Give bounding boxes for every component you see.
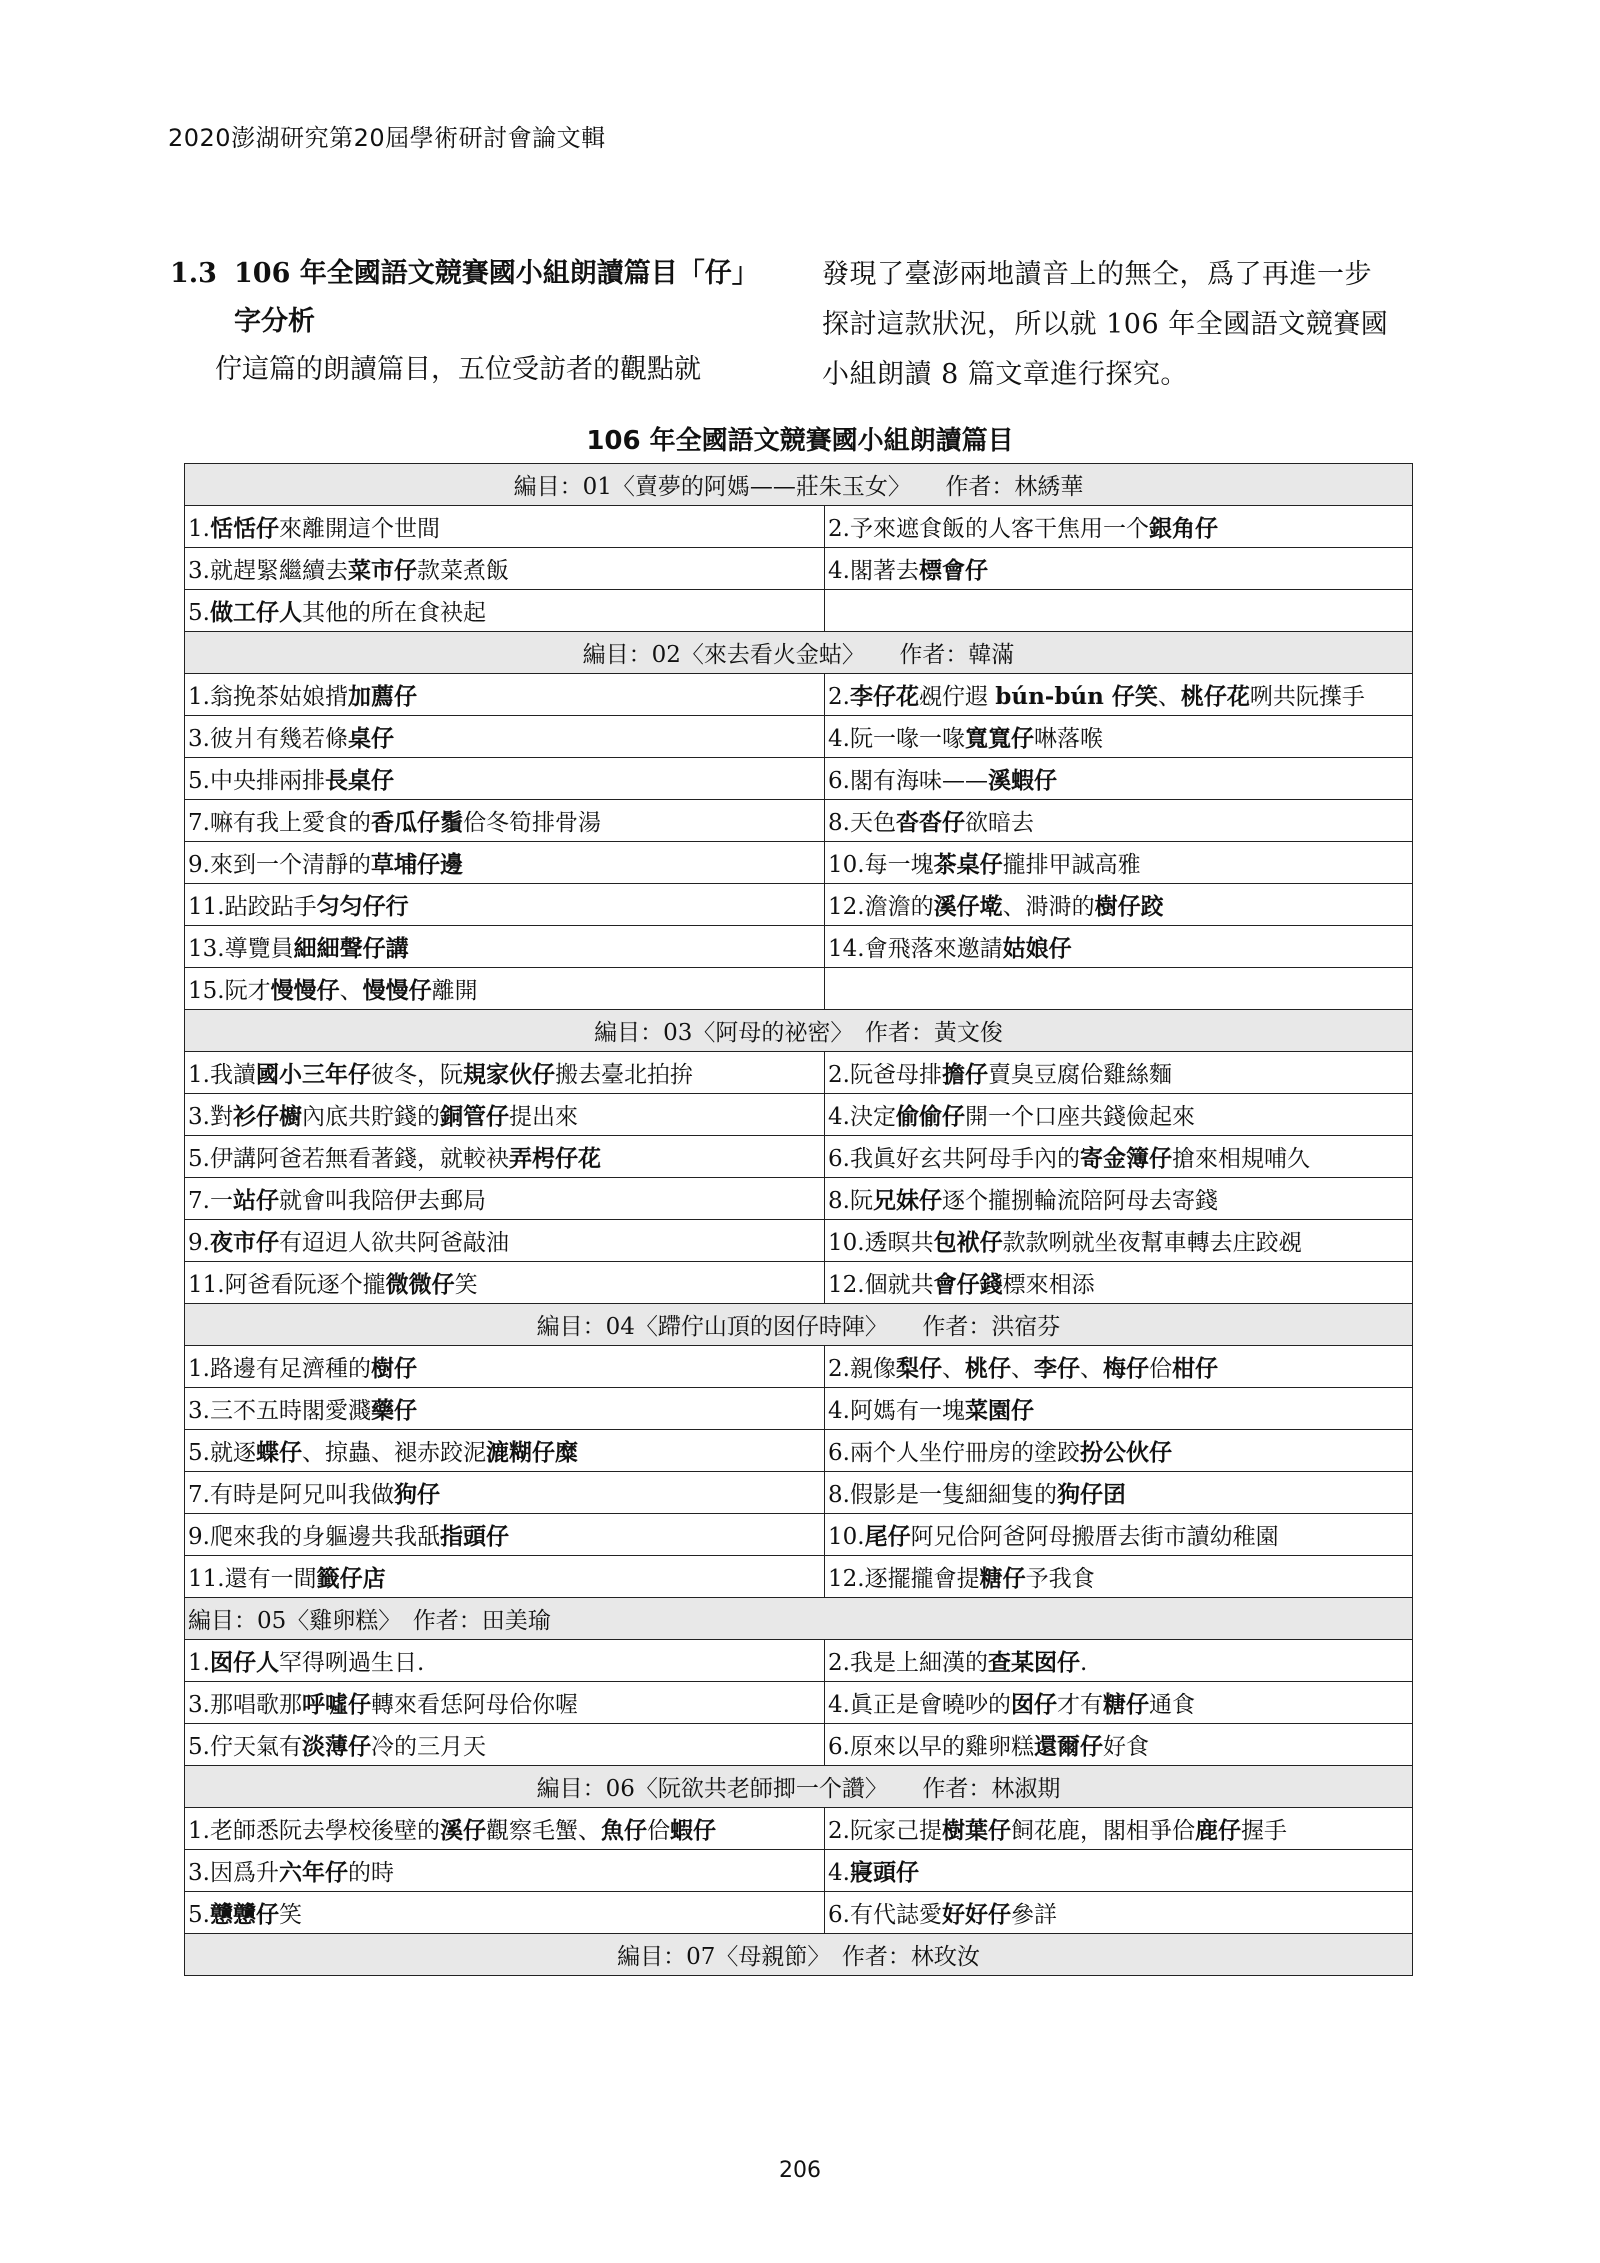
table-row [185,674,1413,716]
table-cell [825,1892,1413,1934]
text-segment: 通食 [1148,1692,1195,1718]
table-row [185,1388,1413,1430]
text-segment: 3.就趕緊繼續去 [188,558,348,584]
keyword: 淡薄仔 [301,1733,371,1760]
keyword: 囡仔人 [209,1649,279,1676]
keyword: 兄妹仔 [872,1187,942,1214]
table-row [185,506,1413,548]
text-segment: 7.有時是阿兄叫我做 [188,1482,394,1508]
table-row [185,1346,1413,1388]
table-cell [825,590,1413,632]
keyword: 銀角仔 [1148,515,1218,542]
text-segment: 開一个口座共錢儉起來 [964,1104,1195,1130]
keyword: 寢頭仔 [849,1859,919,1886]
text-segment: 其他的所在食袂起 [301,600,486,626]
text-segment: 笑 [278,1902,302,1928]
text-segment: 11.跕跤跕手 [188,894,317,920]
text-segment: 彼冬，阮 [370,1062,463,1088]
keyword: 夜市仔 [209,1229,279,1256]
table-cell [185,1346,825,1388]
keyword: 菜園仔 [964,1397,1034,1424]
table-cell [185,1724,825,1766]
table-cell [825,1220,1413,1262]
table-cell [185,1808,825,1850]
text-segment: 啉落喉 [1033,726,1103,752]
table-row [185,758,1413,800]
text-segment: 、 [1157,684,1181,710]
body-text-line: 小組朗讀 8 篇文章進行探究。 [822,359,1188,390]
table-cell [825,1556,1413,1598]
keyword: 標會仔 [918,557,988,584]
text-segment: 參詳 [1010,1902,1057,1928]
table-cell [185,1472,825,1514]
text-segment: 有迢迌人欲共阿爸敲油 [278,1230,509,1256]
table-group-header [185,1010,1413,1052]
text-segment: 2.阮家己提 [828,1818,942,1844]
table-group-header [185,1766,1413,1808]
keyword: 包袱仔 [933,1229,1003,1256]
table-cell [185,1514,825,1556]
text-segment: 1.路邊有足濟種的 [188,1356,371,1382]
table-cell [185,1136,825,1178]
group-title: 編目：05〈雞卵糕〉 作者：田美瑜 [185,1598,1413,1640]
keyword: 漉糊仔糜 [485,1439,578,1466]
text-segment: 12.澹澹的 [828,894,934,920]
text-segment: 4. [828,1860,850,1886]
text-segment: 10. [828,1524,865,1550]
text-segment: 予我食 [1025,1566,1095,1592]
section-title-line1: 106 年全國語文競賽國小組朗讀篇目「仔」 [234,258,759,289]
text-segment: 1. [188,516,210,542]
keyword: bún-bún 仔笑 [995,683,1158,710]
reading-list-table [184,463,1413,1976]
table-cell [825,1724,1413,1766]
table-row [185,1178,1413,1220]
keyword: 規家伙仔 [462,1061,555,1088]
table-row [185,1052,1413,1094]
keyword: 溪仔墘 [933,893,1003,920]
table-cell [825,716,1413,758]
keyword: 溪仔 [439,1817,486,1844]
keyword: 狗仔囝 [1056,1481,1126,1508]
text-segment: 3.那唱歌那 [188,1692,302,1718]
keyword: 囡仔 [1010,1691,1057,1718]
keyword: 偷偷仔 [895,1103,965,1130]
keyword: 國小三年仔 [255,1061,371,1088]
text-segment: 5.伊講阿爸若無看著錢，就較袂 [188,1146,509,1172]
table-group-header [185,464,1413,506]
text-segment: . [1079,1650,1088,1676]
keyword: 狗仔 [393,1481,440,1508]
keyword: 微微仔 [385,1271,455,1298]
keyword: 慢慢仔 [270,977,340,1004]
text-segment: 笑 [454,1272,478,1298]
keyword: 蝶仔 [255,1439,302,1466]
running-header: 2020澎湖研究第20屆學術研討會論文輯 [168,124,606,152]
table-cell [825,1094,1413,1136]
text-segment: 2.我是上細漢的 [828,1650,988,1676]
table-cell [825,1850,1413,1892]
keyword: 鹿仔 [1194,1817,1241,1844]
text-segment: 、 [339,978,363,1004]
text-segment: 欲暗去 [964,810,1034,836]
keyword: 溪蝦仔 [987,767,1057,794]
left-column [170,250,780,394]
table-cell [825,1472,1413,1514]
table-row [185,800,1413,842]
text-segment: 離開 [431,978,478,1004]
table-cell [185,506,825,548]
text-segment: 飼花鹿，閣相爭佮 [1010,1818,1195,1844]
table-row [185,1262,1413,1304]
text-segment: 1.我讀 [188,1062,256,1088]
table-cell [185,1262,825,1304]
keyword: 桌仔 [347,725,394,752]
table-cell [185,1640,825,1682]
keyword: 慢慢仔 [362,977,432,1004]
keyword: 寬寬仔 [964,725,1034,752]
keyword: 藥仔 [370,1397,417,1424]
text-segment: 4.決定 [828,1104,896,1130]
table-row [185,968,1413,1010]
text-segment: 10.透暝共 [828,1230,934,1256]
text-segment: 3.彼爿有幾若條 [188,726,348,752]
text-segment: 8.阮 [828,1188,873,1214]
text-segment: 2.親像 [828,1356,896,1382]
text-segment: 12.個就共 [828,1272,934,1298]
keyword: 桃仔花 [1180,683,1250,710]
text-segment: 阿兄佮阿爸阿母搬厝去街市讀幼稚園 [910,1524,1279,1550]
keyword: 樹仔 [370,1355,417,1382]
keyword: 呼噓仔 [301,1691,371,1718]
keyword: 糖仔 [1102,1691,1149,1718]
table-row [185,1220,1413,1262]
table-row [185,926,1413,968]
keyword: 寄金簿仔 [1079,1145,1172,1172]
keyword: 加薦仔 [347,683,417,710]
text-segment: 2.予來遮食飯的人客干焦用一个 [828,516,1149,542]
table-cell [185,1682,825,1724]
text-segment: 5. [188,600,210,626]
text-segment: 、 [1079,1356,1103,1382]
keyword: 香瓜仔鬚 [370,809,463,836]
keyword: 擔仔 [941,1061,988,1088]
text-segment: 來離開這个世間 [278,516,440,542]
table-row [185,1640,1413,1682]
text-segment: 、溡溡的 [1002,894,1095,920]
table-cell [825,1640,1413,1682]
keyword: 糖仔 [979,1565,1026,1592]
text-segment: 4.眞正是會曉吵的 [828,1692,1011,1718]
text-segment: 7.一 [188,1188,233,1214]
keyword: 李仔 [1033,1355,1080,1382]
group-title: 編目：06〈阮欲共老師揤一个讚〉 作者：林淑期 [185,1766,1413,1808]
text-segment: 15.阮才 [188,978,271,1004]
table-cell [825,758,1413,800]
table-cell [185,716,825,758]
table-cell [185,590,825,632]
text-segment: 佮 [1148,1356,1172,1382]
table-cell [185,674,825,716]
table-cell [185,1850,825,1892]
text-segment: 4.阿媽有一塊 [828,1398,965,1424]
text-segment: 4.閣著去 [828,558,919,584]
table-row [185,1472,1413,1514]
body-text-line: 發現了臺澎兩地讀音上的無仝，爲了再進一步 [822,259,1372,290]
keyword: 會仔錢 [933,1271,1003,1298]
table-row [185,716,1413,758]
table-cell [825,1808,1413,1850]
section-title-line2: 字分析 [234,306,315,337]
group-title: 編目：03〈阿母的祕密〉 作者：黃文俊 [185,1010,1413,1052]
keyword: 站仔 [232,1187,279,1214]
text-segment: 覕佇遐 [918,684,996,710]
text-segment: 9. [188,1230,210,1256]
keyword: 六年仔 [278,1859,348,1886]
text-segment: 握手 [1240,1818,1287,1844]
text-segment: 賣臭豆腐佮雞絲麵 [987,1062,1172,1088]
body-text-line: 探討這款狀況，所以就 106 年全國語文競賽國 [822,309,1389,340]
keyword: 沓沓仔 [895,809,965,836]
text-segment: 提出來 [508,1104,578,1130]
text-segment: 9.來到一个清靜的 [188,852,371,878]
text-segment: 、 [1010,1356,1034,1382]
text-segment: 6.有代誌愛 [828,1902,942,1928]
table-cell [825,1430,1413,1472]
table-cell [185,968,825,1010]
text-segment: 咧共阮擛手 [1249,684,1365,710]
keyword: 姑娘仔 [1002,935,1072,962]
table-row [185,1094,1413,1136]
table-cell [825,548,1413,590]
keyword: 蝦仔 [669,1817,716,1844]
table-cell [825,1346,1413,1388]
text-segment: 搬去臺北拍拚 [554,1062,693,1088]
keyword: 柑仔 [1171,1355,1218,1382]
table-cell [825,1388,1413,1430]
text-segment: 1. [188,1650,210,1676]
table-row [185,1136,1413,1178]
text-segment: 1.翁挽茶姑娘揹 [188,684,348,710]
keyword: 衫仔櫥 [232,1103,302,1130]
text-segment: 、掠蟲、褪赤跤泥 [301,1440,486,1466]
text-segment: 6.閣有海味—— [828,768,988,794]
keyword: 桃仔 [964,1355,1011,1382]
table-cell [825,1052,1413,1094]
text-segment: 轉來看恁阿母佮你喔 [370,1692,578,1718]
keyword: 梨仔 [895,1355,942,1382]
table-cell [185,1892,825,1934]
table-caption: 106 年全國語文競賽國小組朗讀篇目 [586,426,1014,456]
right-column [822,250,1432,400]
text-segment: 1.老師悉阮去學校後壁的 [188,1818,440,1844]
table-cell [825,1682,1413,1724]
keyword: 魚仔 [600,1817,647,1844]
text-segment: 冷的三月天 [370,1734,486,1760]
table-cell [185,1178,825,1220]
page-number: 206 [779,2158,821,2183]
text-segment: 12.逐擺攏會提 [828,1566,980,1592]
text-segment: 4.阮一喙一喙 [828,726,965,752]
text-segment: 8.假影是一隻細細隻的 [828,1482,1057,1508]
text-segment: 11.阿爸看阮逐个攏 [188,1272,386,1298]
keyword: 扮公伙仔 [1079,1439,1172,1466]
text-segment: 6.兩个人坐佇冊房的塗跤 [828,1440,1080,1466]
keyword: 銅管仔 [439,1103,509,1130]
section-number: 1.3 [170,258,217,289]
table-cell [185,1388,825,1430]
table-cell [825,884,1413,926]
keyword: 細細聲仔講 [293,935,409,962]
text-segment: 標來相添 [1002,1272,1095,1298]
keyword: 弄枵仔花 [508,1145,601,1172]
table-row [185,1850,1413,1892]
table-cell [825,926,1413,968]
table-cell [825,674,1413,716]
table-body [185,464,1413,1976]
group-title: 編目：01〈賣夢的阿媽——莊朱玉女〉 作者：林綉華 [185,464,1413,506]
table-row [185,1724,1413,1766]
keyword: 指頭仔 [439,1523,509,1550]
keyword: 做工仔人 [209,599,302,626]
text-segment: 逐个攏捌輪流陪阿母去寄錢 [941,1188,1218,1214]
text-segment: 搶來相規哺久 [1171,1146,1310,1172]
keyword: 查某囡仔 [987,1649,1080,1676]
text-segment: 8.天色 [828,810,896,836]
body-text-line: 佇這篇的朗讀篇目，五位受訪者的觀點就 [215,354,701,385]
text-segment: 3.三不五時閣愛濺 [188,1398,371,1424]
table-cell [825,1178,1413,1220]
table-row [185,590,1413,632]
keyword: 李仔花 [849,683,919,710]
text-segment: 款菜煮飯 [416,558,509,584]
text-segment: 佮冬筍排骨湯 [462,810,601,836]
text-segment: 攏排甲誠高雅 [1002,852,1141,878]
table-cell [185,1052,825,1094]
keyword: 籤仔店 [316,1565,386,1592]
table-cell [185,1430,825,1472]
table-row [185,1556,1413,1598]
table-cell [185,1220,825,1262]
text-segment: 11.還有一間 [188,1566,317,1592]
text-segment: 罕得咧過生日. [278,1650,425,1676]
text-segment: 才有 [1056,1692,1103,1718]
table-row [185,1808,1413,1850]
table-row [185,884,1413,926]
table-cell [825,842,1413,884]
table-row [185,1892,1413,1934]
text-segment: 14.會飛落來邀請 [828,936,1003,962]
table-row [185,548,1413,590]
text-segment: 觀察毛蟹、 [485,1818,601,1844]
text-segment: 內底共貯錢的 [301,1104,440,1130]
table-cell [185,1094,825,1136]
text-segment: 3.因爲升 [188,1860,279,1886]
text-segment: 7.嘛有我上愛食的 [188,810,371,836]
group-title: 編目：04〈蹛佇山頂的囡仔時陣〉 作者：洪宿芬 [185,1304,1413,1346]
table-cell [825,1262,1413,1304]
keyword: 戇戇仔 [209,1901,279,1928]
text-segment: 就會叫我陪伊去郵局 [278,1188,486,1214]
text-segment: 2.阮爸母排 [828,1062,942,1088]
text-segment: 2. [828,684,850,710]
table-cell [825,800,1413,842]
text-segment: 9.爬來我的身軀邊共我舐 [188,1524,440,1550]
keyword: 樹葉仔 [941,1817,1011,1844]
table-cell [185,842,825,884]
keyword: 菜市仔 [347,557,417,584]
table-group-header [185,632,1413,674]
table-cell [825,968,1413,1010]
keyword: 草埔仔邊 [370,851,463,878]
keyword: 還爾仔 [1033,1733,1103,1760]
table-row [185,1514,1413,1556]
table-cell [185,548,825,590]
table-cell [185,800,825,842]
keyword: 好好仔 [941,1901,1011,1928]
table-cell [185,1556,825,1598]
table-cell [185,884,825,926]
keyword: 樹仔跤 [1094,893,1164,920]
keyword: 梅仔 [1102,1355,1149,1382]
keyword: 長桌仔 [324,767,394,794]
table-group-header [185,1304,1413,1346]
text-segment: 的時 [347,1860,394,1886]
keyword: 尾仔 [864,1523,911,1550]
table-cell [825,506,1413,548]
text-segment: 10.每一塊 [828,852,934,878]
table-cell [185,926,825,968]
table-cell [185,758,825,800]
text-segment: 5.佇天氣有 [188,1734,302,1760]
keyword: 匀匀仔行 [316,893,409,920]
group-title: 編目：02〈來去看火金蛄〉 作者：韓滿 [185,632,1413,674]
keyword: 恬恬仔 [209,515,279,542]
text-segment: 、 [941,1356,965,1382]
group-title: 編目：07〈母親節〉 作者：林玫汝 [185,1934,1413,1976]
keyword: 茶桌仔 [933,851,1003,878]
table-row [185,1430,1413,1472]
text-segment: 13.導覽員 [188,936,294,962]
text-segment: 5. [188,1902,210,1928]
text-segment: 好食 [1102,1734,1149,1760]
text-segment: 6.我眞好玄共阿母手內的 [828,1146,1080,1172]
table-cell [825,1136,1413,1178]
text-segment: 6.原來以早的雞卵糕 [828,1734,1034,1760]
text-segment: 3.對 [188,1104,233,1130]
text-segment: 5.就逐 [188,1440,256,1466]
table-row [185,842,1413,884]
table-row [185,1682,1413,1724]
table-cell [825,1514,1413,1556]
table-group-header [185,1598,1413,1640]
table-group-header [185,1934,1413,1976]
text-segment: 5.中央排兩排 [188,768,325,794]
section-heading [170,250,780,298]
text-segment: 款款咧就坐夜幫車轉去庄跤覕 [1002,1230,1302,1256]
text-segment: 佮 [646,1818,670,1844]
